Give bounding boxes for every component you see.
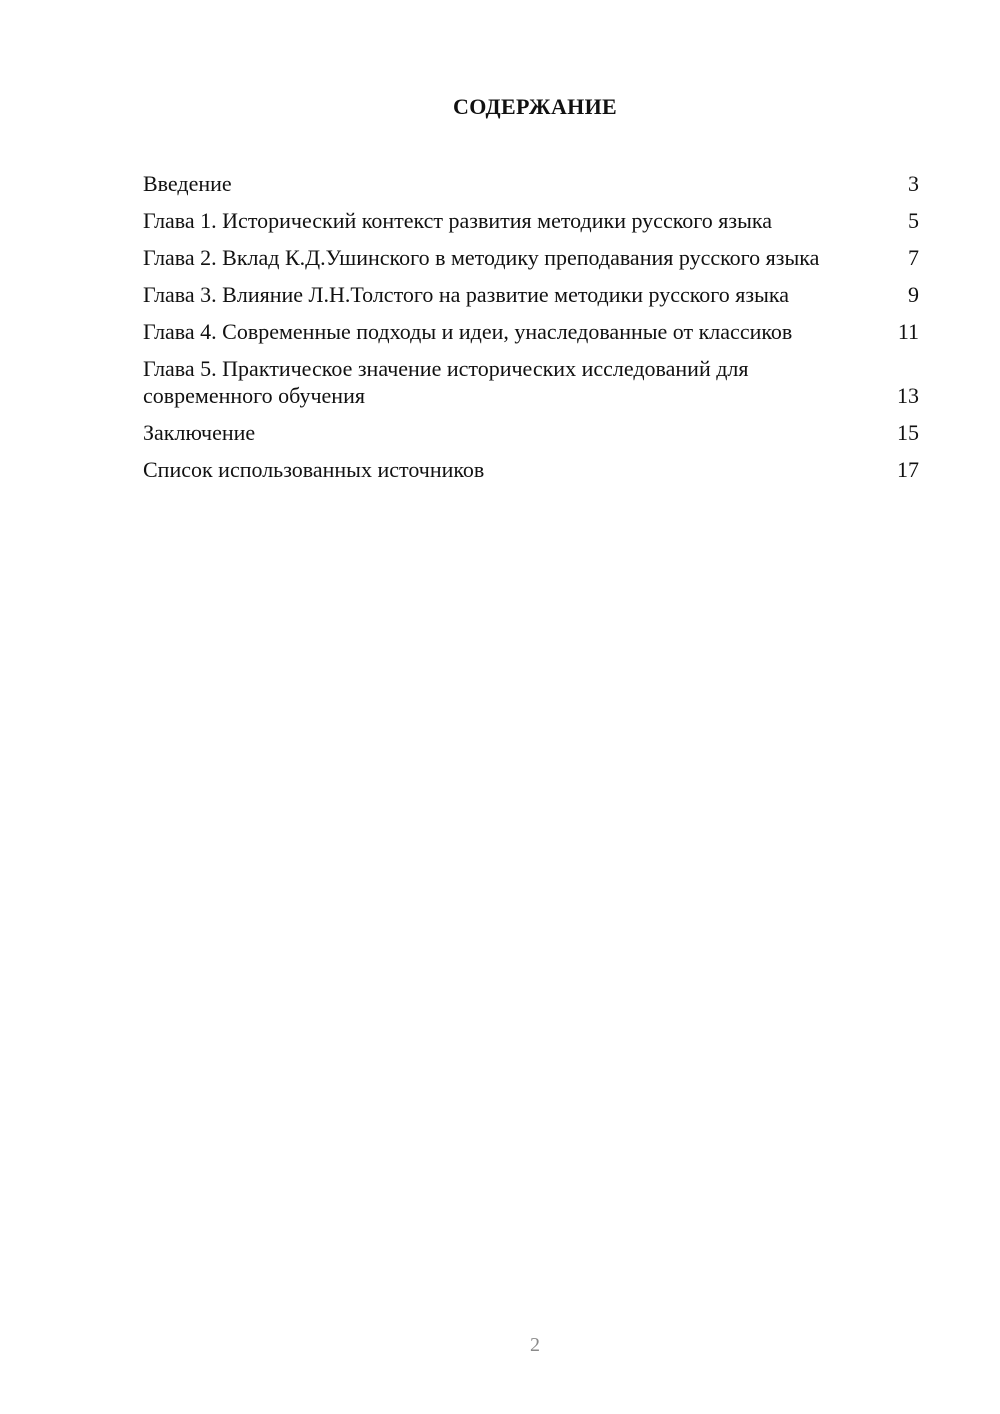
- toc-entry-chapter-2: [143, 244, 919, 271]
- toc-entry-page: 15: [897, 420, 919, 445]
- page-number: 2: [530, 1334, 540, 1356]
- toc-entry-label: Глава 5. Практическое значение исторических исследований для современного обучения: [143, 356, 749, 408]
- toc-entry-chapter-1: [143, 207, 919, 234]
- toc-entry-introduction: [143, 170, 919, 197]
- toc-entry-page: 11: [897, 319, 919, 344]
- table-of-contents: [143, 170, 919, 493]
- toc-entry-label: Глава 1. Исторический контекст развития методики русского языка: [143, 208, 772, 233]
- toc-entry-page: 3: [908, 171, 919, 196]
- toc-entry-label: Глава 4. Современные подходы и идеи, унаследованные от классиков: [143, 319, 793, 344]
- toc-entry-page: 17: [897, 457, 919, 482]
- toc-entry-chapter-4: [143, 318, 919, 345]
- toc-entry-chapter-3: [143, 281, 919, 308]
- toc-entry-chapter-5: [143, 355, 919, 409]
- toc-entry-page: 13: [897, 383, 919, 408]
- toc-entry-page: 9: [908, 282, 919, 307]
- toc-entry-label: Список использованных источников: [143, 457, 485, 482]
- toc-entry-label: Введение: [143, 171, 232, 196]
- toc-entry-label: Глава 3. Влияние Л.Н.Толстого на развитие методики русского языка: [143, 282, 789, 307]
- toc-entry-page: 5: [908, 208, 919, 233]
- toc-entry-label: Заключение: [143, 420, 256, 445]
- toc-entry-page: 7: [908, 245, 919, 270]
- toc-entry-references: [143, 456, 919, 483]
- toc-entry-label: Глава 2. Вклад К.Д.Ушинского в методику преподавания русского языка: [143, 245, 820, 270]
- page-title: СОДЕРЖАНИЕ: [453, 94, 617, 119]
- toc-entry-conclusion: [143, 419, 919, 446]
